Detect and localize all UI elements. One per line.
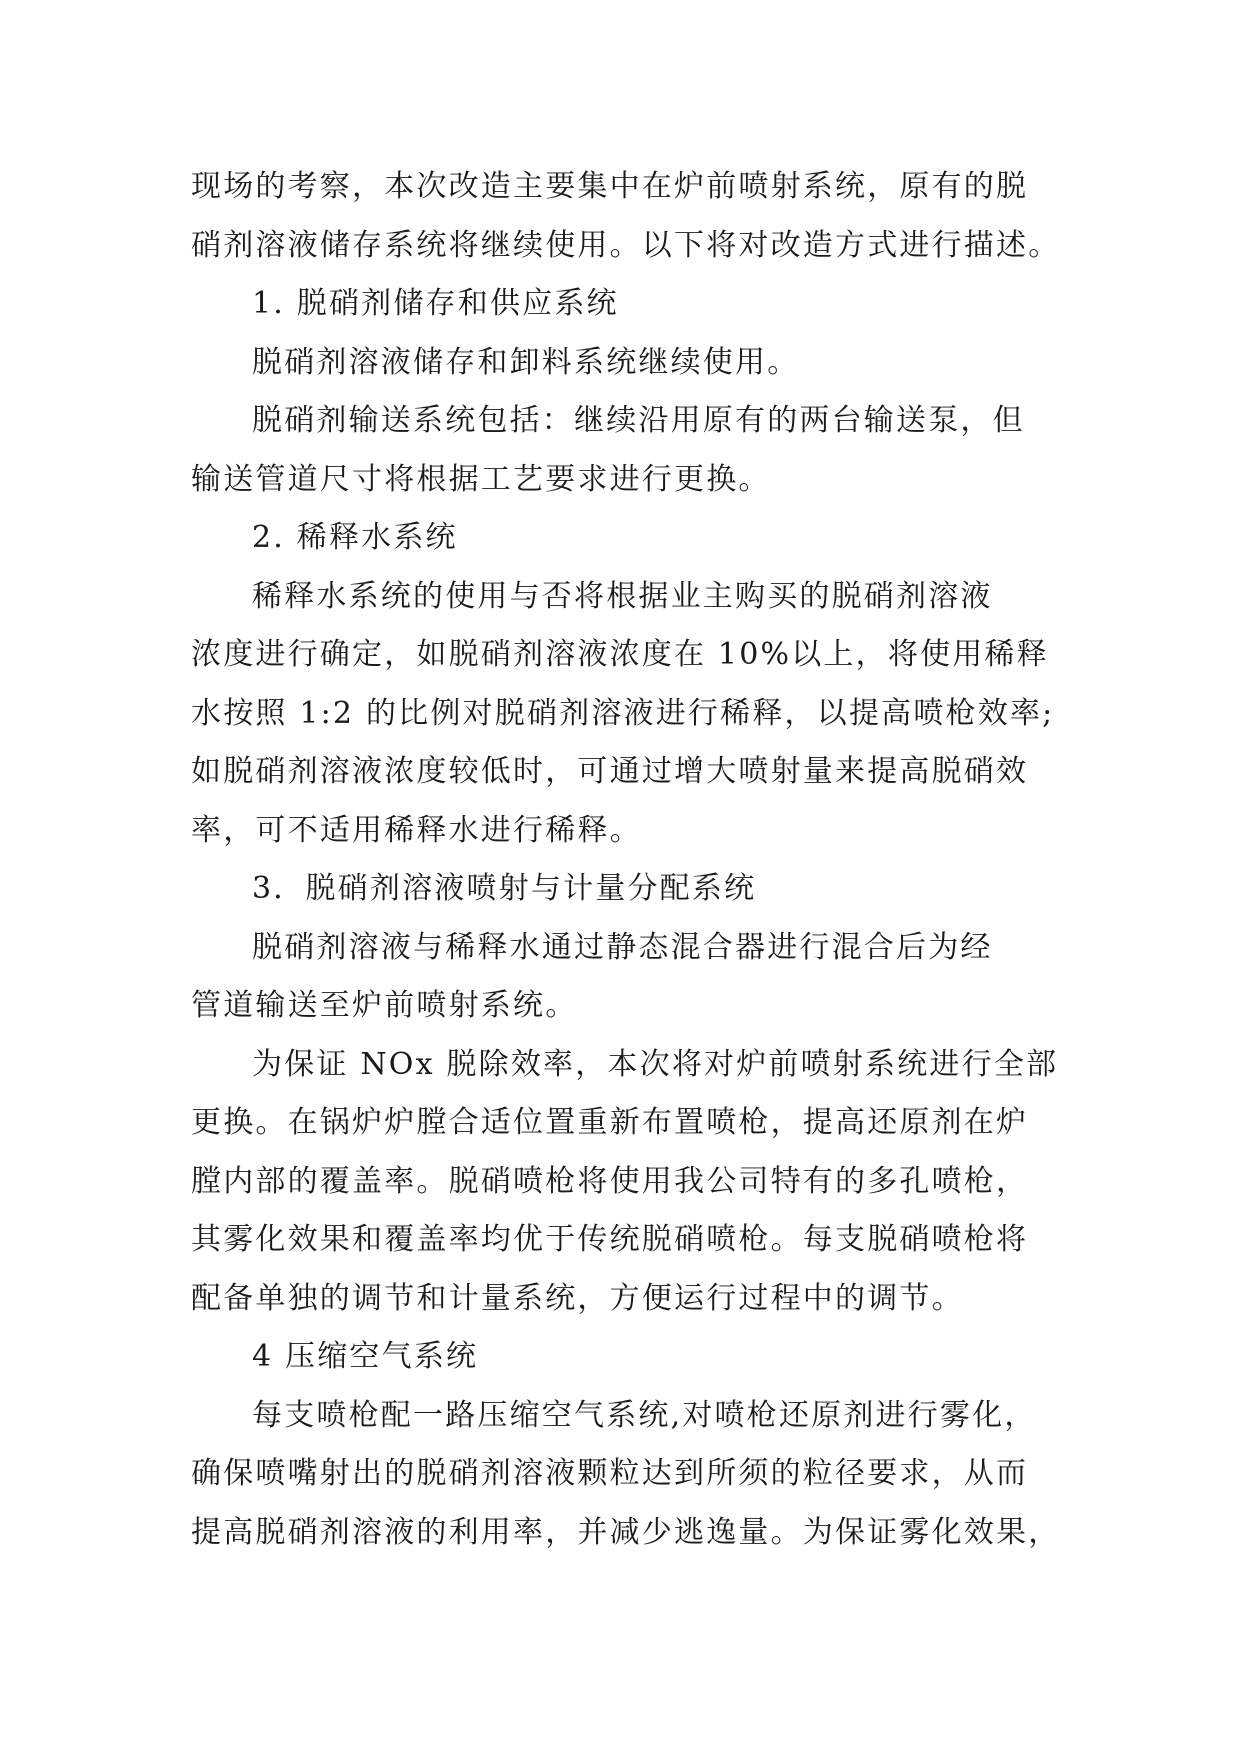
text-line: 水按照 1:2 的比例对脱硝剂溶液进行稀释，以提高喷枪效率; xyxy=(191,695,1055,731)
text-line: 脱硝剂溶液储存和卸料系统继续使用。 xyxy=(252,344,800,380)
text-line: 为保证 NOx 脱除效率，本次将对炉前喷射系统进行全部 xyxy=(252,1046,1059,1082)
text-line: 稀释水系统的使用与否将根据业主购买的脱硝剂溶液 xyxy=(252,578,993,614)
document-body xyxy=(191,158,1061,1562)
section-heading: 2. 稀释水系统 xyxy=(252,520,458,555)
text-line: 脱硝剂溶液与稀释水通过静态混合器进行混合后为经 xyxy=(252,929,993,965)
section-heading: 1. 脱硝剂储存和供应系统 xyxy=(252,286,619,321)
text-line: 更换。在锅炉炉膛合适位置重新布置喷枪，提高还原剂在炉 xyxy=(191,1105,1029,1140)
text-line: 浓度进行确定，如脱硝剂溶液浓度在 10%以上，将使用稀释 xyxy=(191,637,1049,672)
section-heading: 3．脱硝剂溶液喷射与计量分配系统 xyxy=(252,871,757,906)
text-line: 配备单独的调节和计量系统，方便运行过程中的调节。 xyxy=(191,1280,964,1316)
text-line: 其雾化效果和覆盖率均优于传统脱硝喷枪。每支脱硝喷枪将 xyxy=(191,1222,1029,1257)
text-line: 输送管道尺寸将根据工艺要求进行更换。 xyxy=(191,461,771,497)
text-line: 膛内部的覆盖率。脱硝喷枪将使用我公司特有的多孔喷枪， xyxy=(191,1163,1029,1199)
text-line: 管道输送至炉前喷射系统。 xyxy=(191,988,578,1023)
text-line: 率，可不适用稀释水进行稀释。 xyxy=(191,812,642,848)
text-line: 提高脱硝剂溶液的利用率，并减少逃逸量。为保证雾化效果， xyxy=(191,1514,1061,1550)
text-line: 脱硝剂输送系统包括：继续沿用原有的两台输送泵，但 xyxy=(252,403,1025,438)
text-line: 硝剂溶液储存系统将继续使用。以下将对改造方式进行描述。 xyxy=(191,227,1061,263)
text-line: 现场的考察，本次改造主要集中在炉前喷射系统，原有的脱 xyxy=(191,169,1029,204)
text-line: 确保喷嘴射出的脱硝剂溶液颗粒达到所须的粒径要求，从而 xyxy=(191,1456,1029,1491)
text-line: 每支喷枪配一路压缩空气系统,对喷枪还原剂进行雾化， xyxy=(252,1397,1037,1433)
text-line: 如脱硝剂溶液浓度较低时，可通过增大喷射量来提高脱硝效 xyxy=(191,754,1029,789)
section-heading: 4 压缩空气系统 xyxy=(252,1339,479,1374)
